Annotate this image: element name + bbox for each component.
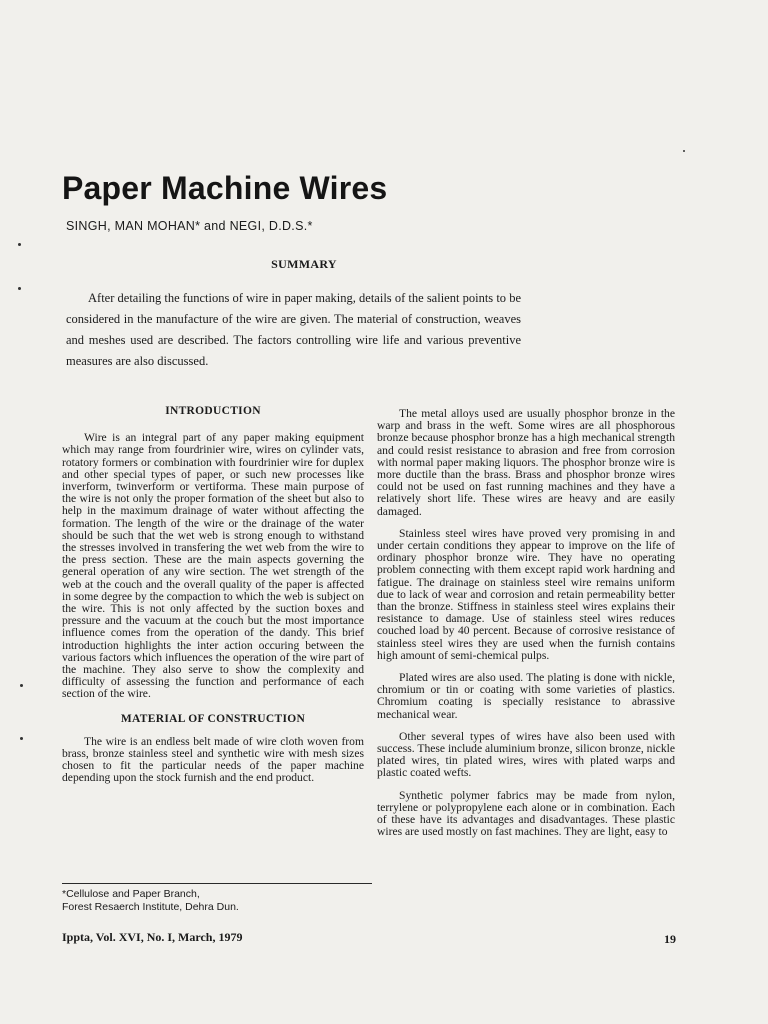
stainless-steel-paragraph: Stainless steel wires have proved very promising in and under certain conditions they appear to improve on the life of ordinary phosphor bronze wire. They have no operating problem connecting with them except rapid work hardning and fatigue. The drainage on stainless steel wire remains uniform due to lack of wear and corrosion and retain permeability better than the bronze. Stiffness in stainless steel wires explains their resistance to damage. Use of stainless steel wires reduces couched load by 40 percent. Because of corrosive resistance of stainless steel wires they are used when the furnish contains high amount of semi-chemical pulps.	[377, 526, 675, 662]
article-authors: SINGH, MAN MOHAN* and NEGI, D.D.S.*	[66, 219, 313, 233]
left-column	[62, 405, 364, 795]
metal-alloys-paragraph: The metal alloys used are usually phosphor bronze in the warp and brass in the weft. Some wires are all phosphorous bronze because phosphor bronze has a high mechanical strength and could resist resistance to abrasion and free from corrosion with normal paper making liquors. The phosphor bronze wire is more ductile than the brass. Brass and phosphor bronze wires could not be used on fast running machines and they have a relatively short life. These wires are heavy and are easily damaged.	[377, 407, 675, 518]
material-heading: MATERIAL OF CONSTRUCTION	[120, 712, 306, 725]
summary-text: After detailing the functions of wire in paper making, details of the salient points to be considered in the manufacture of the wire are given. The material of construction, weaves and meshes used are described. The factors controlling wire life and various preventive measures are also discussed.	[66, 291, 521, 368]
footnote-line-1: *Cellulose and Paper Branch,	[62, 888, 200, 900]
introduction-heading: INTRODUCTION	[165, 405, 261, 417]
footnote-divider	[62, 883, 372, 884]
scan-speck	[18, 243, 21, 246]
summary-heading: SUMMARY	[271, 257, 337, 271]
synthetic-fabrics-paragraph: Synthetic polymer fabrics may be made from nylon, terrylene or polypropylene each alone or in combination. Each of these have its advantages and disadvantages. These plastic wires are used mostly on fast machines. They are light, easy to	[377, 788, 675, 839]
scan-speck	[20, 684, 23, 687]
scan-speck	[683, 150, 685, 152]
other-wires-paragraph: Other several types of wires have also been used with success. These include aluminium bronze, silicon bronze, nickle plated wires, tin plated wires, wires with plated warps and plastic coated wefts.	[377, 729, 675, 780]
scan-speck	[20, 737, 23, 740]
footnote-line-2: Forest Resaerch Institute, Dehra Dun.	[62, 901, 239, 913]
footnote	[62, 888, 362, 914]
introduction-paragraph: Wire is an integral part of any paper making equipment which may range from fourdrinier wire, wires on cylinder vats, rotatory formers or combination with fourdrinier wire for duplex and other special types of paper, or such new processes like inverform, twinverform or vertiforma. These main purpose of the wire is not only the proper formation of the sheet but also to help in the maximum drainage of water without affecting the formation. The length of the wire or the drainage of the water should be such that the wet web is strong enough to withstand the stresses involved in transfering the wet web from the wire to the press section. These are the main aspects governing the general operation of any wire section. The wet strength of the web at the couch and the overall quality of the paper is affected in some degree by the compaction to which the web is subject on the wire. This is not only affected by the suction boxes and pressure and the vacuum at the couch but the most importance influence comes from the operation of the dandy. This brief introduction highlights the inter action occuring between the various factors which influences the operation of the wire part of the machine. They also serve to show the complexity and difficulty of assessing the function and performance of each section of the wire.	[62, 431, 365, 701]
right-column	[377, 408, 675, 849]
material-paragraph: The wire is an endless belt made of wire cloth woven from brass, bronze stainless steel and synthetic wire with mesh sizes chosen to fit the particular needs of the paper machine depending upon the stock furnish and the end product.	[62, 734, 364, 785]
scan-speck	[18, 287, 21, 290]
page-number: 19	[664, 932, 676, 946]
article-title: Paper Machine Wires	[62, 170, 388, 206]
plated-wires-paragraph: Plated wires are also used. The plating is done with nickle, chromium or tin or coating with some varieties of plastics. Chromium coating is specially resistance to abrassive mechanical wear.	[377, 671, 675, 721]
journal-citation: Ippta, Vol. XVI, No. I, March, 1979	[62, 930, 243, 944]
